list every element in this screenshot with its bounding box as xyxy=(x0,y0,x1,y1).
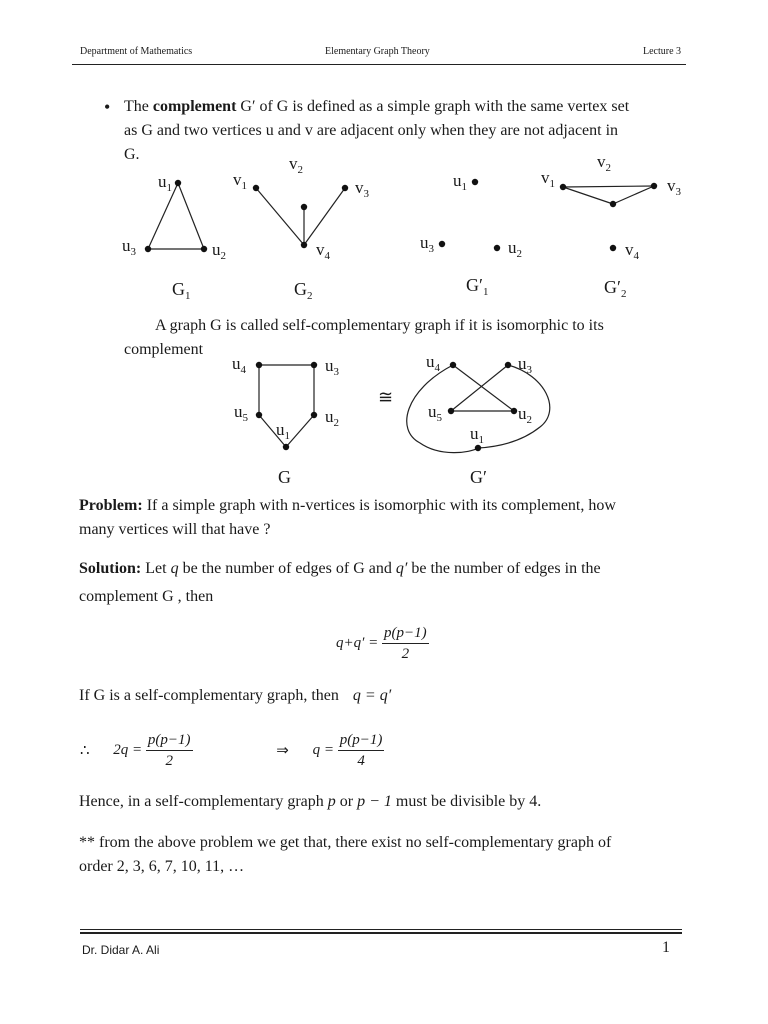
problem-label: Problem: xyxy=(79,497,143,514)
var-q-prime: q′ xyxy=(395,560,408,577)
vertex-u3-complement xyxy=(439,241,445,247)
self-comp-line2: complement xyxy=(124,341,204,358)
label-v1-complement: $v_1$ xyxy=(541,168,555,190)
vertex-u3 xyxy=(145,246,151,252)
isomorphic-symbol: ≅ xyxy=(378,387,394,407)
eq2-lhs: 2q = xyxy=(113,742,143,758)
eq2-denominator2: 4 xyxy=(357,753,365,769)
solution-t3: be the number of edges in the xyxy=(407,560,601,577)
implies-symbol: ⇒ xyxy=(276,743,289,759)
label-u2-complement: $u_2$ xyxy=(518,404,532,426)
vertex-v3-complement xyxy=(651,183,657,189)
self-comp-condition xyxy=(79,684,391,708)
therefore-symbol: ∴ xyxy=(80,743,90,759)
label-u1-complement: $u_1$ xyxy=(453,171,467,193)
problem-text2: many vertices will that have ? xyxy=(79,521,271,538)
vertex-u4-complement xyxy=(450,362,456,368)
hence-t1: Hence, in a self-complementary graph xyxy=(79,793,328,810)
graph-g2 xyxy=(233,154,370,302)
vertex-u2-complement xyxy=(511,408,517,414)
eq2-numerator2: p(p−1) xyxy=(338,730,385,751)
hence-t2: must be divisible by 4. xyxy=(391,793,542,810)
bullet-line2: as G and two vertices u and v are adjacent only when they are not adjacent in xyxy=(124,122,619,139)
eq2-fraction xyxy=(146,730,193,771)
label-u1: $u_1$ xyxy=(158,172,172,194)
vertex-u1 xyxy=(175,180,181,186)
footer-rule-bottom xyxy=(80,932,682,934)
header-department: Department of Mathematics xyxy=(80,46,193,57)
eq2-denominator: 2 xyxy=(165,753,173,769)
complement-term: complement xyxy=(152,98,237,115)
label-v2-complement: $v_2$ xyxy=(597,152,611,174)
vertex-v2 xyxy=(301,204,307,210)
label-u4-complement: $u_4$ xyxy=(426,352,440,374)
header-rule xyxy=(72,64,686,65)
solution-t1: Let xyxy=(141,560,171,577)
graph-g2-complement xyxy=(541,152,682,300)
label-v4: $v_4$ xyxy=(316,240,330,262)
eq2-lhs2: q = xyxy=(312,742,334,758)
bullet-dot: • xyxy=(104,97,111,117)
label-u3: $u_3$ xyxy=(122,236,136,258)
self-comp-line1: A graph G is called self-complementary graph if it is isomorphic to its xyxy=(155,317,604,334)
eq1-numerator: p(p−1) xyxy=(382,623,429,644)
label-u1: $u_1$ xyxy=(276,420,290,442)
solution-line2: complement G , then xyxy=(79,588,214,605)
header-course-title: Elementary Graph Theory xyxy=(325,46,430,57)
vertex-v4-complement xyxy=(610,245,616,251)
graph-g-complement xyxy=(407,352,550,487)
note-line1: ** from the above problem we get that, there exist no self-complementary graph of xyxy=(79,834,612,851)
bullet-rest: G′ of G is defined as a simple graph with the same vertex set xyxy=(236,98,630,115)
condition-text: If G is a self-complementary graph, then xyxy=(79,687,339,704)
vertex-u3-complement xyxy=(505,362,511,368)
footer-author: Dr. Didar A. Ali xyxy=(82,943,160,957)
graph-g1 xyxy=(122,172,226,302)
equation-derivation xyxy=(80,730,384,771)
label-v3: $v_3$ xyxy=(355,178,369,200)
var-q: q xyxy=(170,560,179,577)
label-v2: $v_2$ xyxy=(289,154,303,176)
footer-rule-top xyxy=(80,929,682,930)
vertex-u2 xyxy=(201,246,207,252)
label-u3-complement: $u_3$ xyxy=(518,354,532,376)
caption-g2: $G_2$ xyxy=(294,279,313,302)
vertex-v1 xyxy=(253,185,259,191)
bullet-line3: G. xyxy=(124,146,140,163)
label-u2-complement: $u_2$ xyxy=(508,238,522,260)
page-number: 1 xyxy=(662,939,670,956)
vertex-u5 xyxy=(256,412,262,418)
label-v1: $v_1$ xyxy=(233,170,247,192)
vertex-u1-complement xyxy=(472,179,478,185)
label-u3-complement: $u_3$ xyxy=(420,233,434,255)
label-u2: $u_2$ xyxy=(325,407,339,429)
eq1-denominator: 2 xyxy=(401,646,410,662)
self-complementary-figure xyxy=(0,345,768,490)
label-v4-complement: $v_4$ xyxy=(625,240,639,262)
label-u3: $u_3$ xyxy=(325,356,339,378)
label-u1-complement: $u_1$ xyxy=(470,424,484,446)
note-line2: order 2, 3, 6, 7, 10, 11, … xyxy=(79,858,245,875)
caption-g: G xyxy=(278,467,291,487)
vertex-v1-complement xyxy=(560,184,566,190)
vertex-v3 xyxy=(342,185,348,191)
complement-graphs-figure xyxy=(0,145,768,305)
label-u5-complement: $u_5$ xyxy=(428,402,442,424)
bullet-prefix: The xyxy=(124,98,153,115)
eq1-fraction xyxy=(382,623,429,664)
vertex-u4 xyxy=(256,362,262,368)
label-u5: $u_5$ xyxy=(234,402,248,424)
vertex-v2-complement xyxy=(610,201,616,207)
graph-g-pentagon xyxy=(232,354,340,487)
var-p-minus-1: p − 1 xyxy=(357,793,392,810)
header-lecture: Lecture 3 xyxy=(643,46,682,57)
problem-text1: If a simple graph with n-vertices is isomorphic with its complement, how xyxy=(142,497,616,514)
solution-t2: be the number of edges of G and xyxy=(178,560,396,577)
vertex-u2-complement xyxy=(494,245,500,251)
graph-g1-complement xyxy=(420,171,522,298)
vertex-u5-complement xyxy=(448,408,454,414)
vertex-v4 xyxy=(301,242,307,248)
eq2-numerator: p(p−1) xyxy=(146,730,193,751)
caption-g1: $G_1$ xyxy=(172,279,191,302)
problem-paragraph xyxy=(79,494,679,542)
vertex-u3 xyxy=(311,362,317,368)
solution-label: Solution: xyxy=(79,560,142,577)
label-u4: $u_4$ xyxy=(232,354,246,376)
vertex-u2 xyxy=(311,412,317,418)
label-v3-complement: $v_3$ xyxy=(667,176,681,198)
label-u2: $u_2$ xyxy=(212,240,226,262)
note-paragraph xyxy=(79,831,699,879)
solution-paragraph xyxy=(79,555,689,611)
hence-or: or xyxy=(335,793,358,810)
eq1-lhs: q+q′ = xyxy=(336,635,379,651)
var-p: p xyxy=(327,793,336,810)
vertex-u1 xyxy=(283,444,289,450)
eq2-fraction2 xyxy=(338,730,385,771)
caption-g1-complement: $G'_1$ xyxy=(466,275,489,298)
hence-statement xyxy=(79,790,541,814)
equation-sum-edges xyxy=(336,623,429,664)
condition-equation: q = q′ xyxy=(352,687,392,704)
caption-g2-complement: $G'_2$ xyxy=(604,277,627,300)
caption-g-prime: G′ xyxy=(470,467,487,487)
